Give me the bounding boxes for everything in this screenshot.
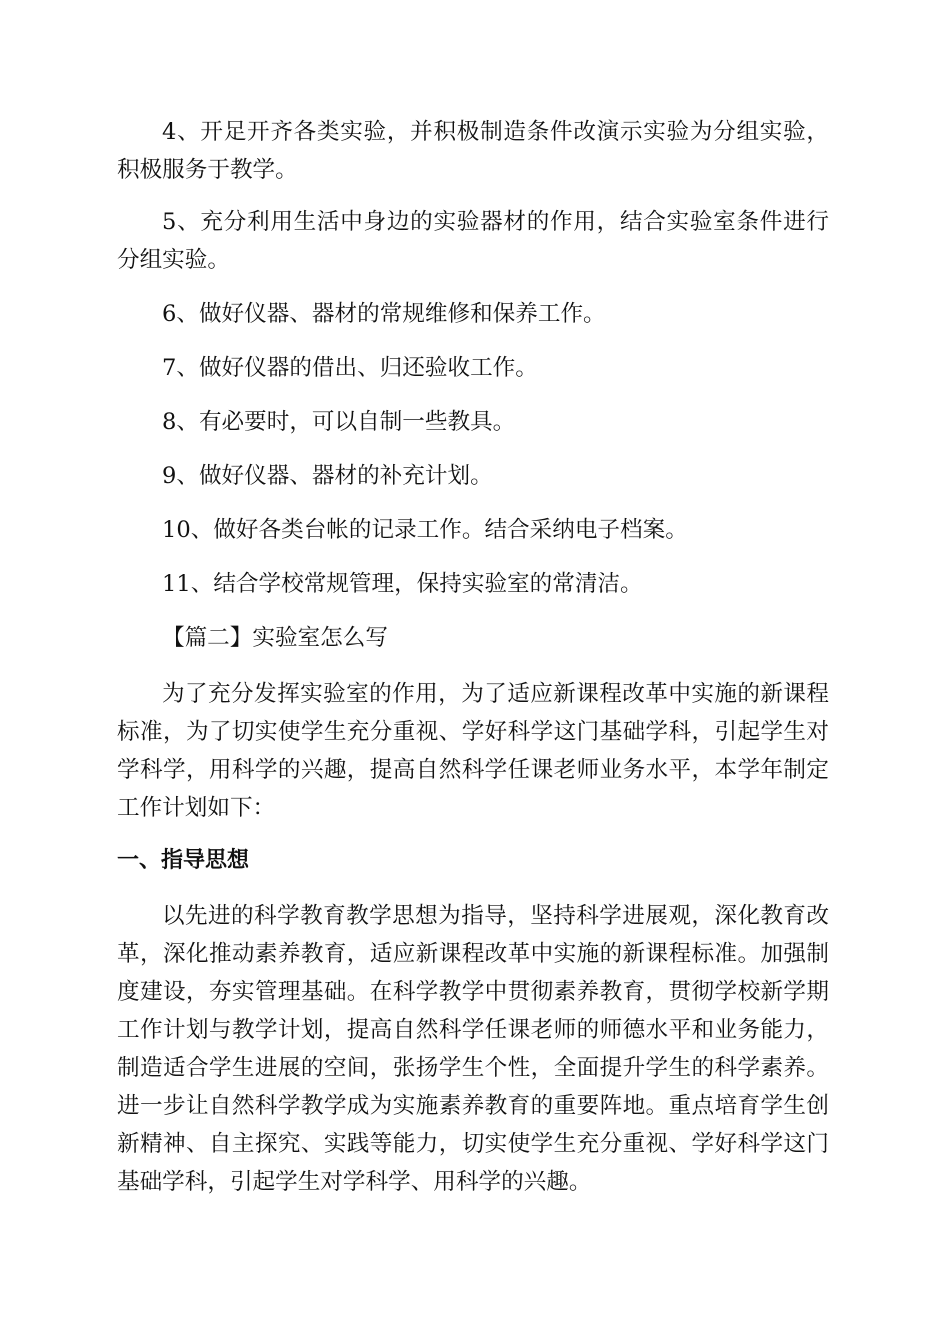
list-item-6: 6、做好仪器、器材的常规维修和保养工作。 [162,301,606,327]
list-item-4: 4、开足开齐各类实验，并积极制造条件改演示实验为分组实验，积极服务于教学。 [117,119,829,183]
list-item-11: 11、结合学校常规管理，保持实验室的常清洁。 [162,571,643,597]
list-item-9: 9、做好仪器、器材的补充计划。 [162,463,493,489]
body-paragraph: 以先进的科学教育教学思想为指导，坚持科学进展观，深化教育改革，深化推动素养教育，适应新课程改革中实施的新课程标准。加强制度建设，夯实管理基础。在科学教学中贯彻素养教育，贯彻学校新学期工作计划与教学计划，提高自然科学任课老师的师德水平和业务能力，制造适合学生进展的空间，张扬学生个性，全面提升学生的科学素养。进一步让自然科学教学成为实施素养教育的重要阵地。重点培育学生创新精神、自主探究、实践等能力，切实使学生充分重视、学好科学这门基础学科，引起学生对学科学、用科学的兴趣。 [117,903,829,1195]
list-item-7: 7、做好仪器的借出、归还验收工作。 [162,355,538,381]
list-item-5: 5、充分利用生活中身边的实验器材的作用，结合实验室条件进行分组实验。 [117,209,829,273]
section-title: 【篇二】实验室怎么写 [162,625,388,651]
list-item-8: 8、有必要时，可以自制一些教具。 [162,409,516,435]
list-item-10: 10、做好各类台帐的记录工作。结合采纳电子档案。 [162,517,688,543]
heading-guiding-ideology: 一、指导思想 [117,848,250,873]
intro-paragraph: 为了充分发挥实验室的作用，为了适应新课程改革中实施的新课程标准，为了切实使学生充分重视、学好科学这门基础学科，引起学生对学科学，用科学的兴趣，提高自然科学任课老师业务水平，本学年制定工作计划如下： [117,681,829,821]
